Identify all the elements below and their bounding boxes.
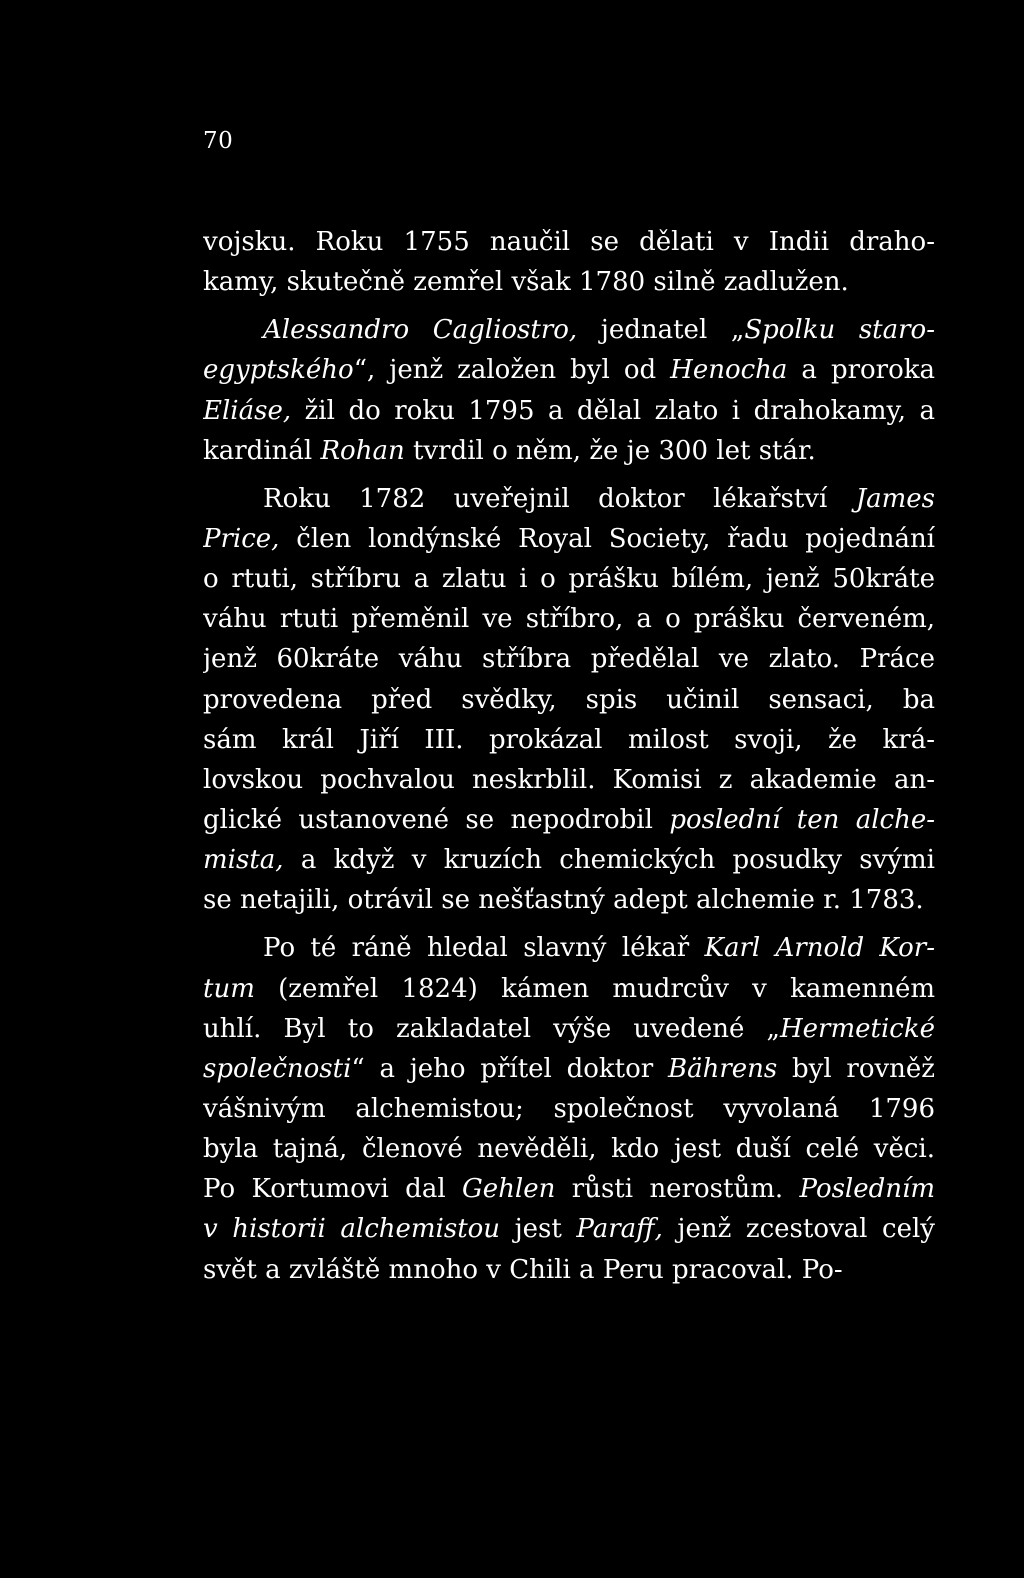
text-line — [203, 519, 935, 559]
italic-text: v historii alchemistou — [203, 1214, 501, 1245]
text-span: jenž 60kráte váhu stříbra předělal ve zlato. Práce — [203, 644, 935, 675]
text-line — [203, 1009, 935, 1049]
text-line — [203, 310, 935, 350]
text-line — [203, 222, 935, 262]
text-span: tvrdil o něm, že je 300 let stár. — [404, 435, 816, 466]
paragraph — [203, 928, 935, 1289]
text-span: vášnivým alchemistou; společnost vyvolaná 1796 — [203, 1093, 935, 1124]
italic-text: James — [855, 483, 935, 514]
italic-text: Posledním — [799, 1174, 935, 1205]
text-line — [203, 680, 935, 720]
paragraph — [203, 310, 935, 471]
italic-text: Eliáse, — [203, 395, 292, 426]
italic-text: Paraff, — [576, 1214, 663, 1245]
text-span: jenž zcestoval celý — [662, 1214, 935, 1245]
text-line — [203, 1209, 935, 1249]
text-line — [203, 431, 935, 471]
text-span: lovskou pochvalou neskrblil. Komisi z akademie an- — [203, 764, 935, 795]
text-line — [203, 1129, 935, 1169]
text-span: glické ustanovené se nepodrobil — [203, 804, 670, 835]
text-span: uhlí. Byl to zakladatel výše uvedené „ — [203, 1013, 780, 1044]
text-line — [203, 262, 935, 302]
text-line — [203, 928, 935, 968]
text-span: (zemřel 1824) kámen mudrcův v kamenném — [254, 973, 935, 1004]
text-span: svět a zvláště mnoho v Chili a Peru pracoval. Po- — [203, 1254, 843, 1285]
italic-text: egyptského — [203, 355, 354, 386]
text-span: kamy, skutečně zemřel však 1780 silně zadlužen. — [203, 267, 849, 298]
text-span: “, jenž založen byl od — [353, 355, 671, 386]
italic-text: Price, — [203, 523, 280, 554]
text-span: se netajili, otrávil se nešťastný adept alchemie r. 1783. — [203, 885, 924, 916]
text-line — [203, 880, 935, 920]
paragraph-gap — [203, 302, 935, 310]
italic-text: Hermetické — [780, 1013, 935, 1044]
text-line — [203, 1169, 935, 1209]
text-span: růsti nerostům. — [555, 1174, 800, 1205]
text-line — [203, 391, 935, 431]
text-line — [203, 1089, 935, 1129]
italic-text: Alessandro Cagliostro, — [263, 315, 578, 346]
text-line — [203, 760, 935, 800]
text-span: byla tajná, členové nevěděli, kdo jest duší celé věci. — [203, 1134, 935, 1165]
text-span: jest — [500, 1214, 577, 1245]
text-line — [203, 350, 935, 390]
italic-text: mista, — [203, 845, 284, 876]
text-span: sám král Jiří III. prokázal milost svoji, že krá- — [203, 724, 935, 755]
text-span: “ a jeho přítel doktor — [351, 1053, 668, 1084]
paragraph-gap — [203, 920, 935, 928]
text-line — [203, 559, 935, 599]
text-line — [203, 1250, 935, 1290]
text-line — [203, 840, 935, 880]
text-span: vojsku. Roku 1755 naučil se dělati v Indii draho- — [203, 227, 935, 257]
text-span: člen londýnské Royal Society, řadu pojednání — [279, 523, 935, 554]
text-line — [203, 599, 935, 639]
italic-text: Karl Arnold Kor- — [704, 933, 935, 964]
text-line — [203, 1049, 935, 1089]
body-text — [203, 222, 935, 1290]
text-span: váhu rtuti přeměnil ve stříbro, a o prášku červeném, — [203, 604, 935, 635]
italic-text: Spolku staro- — [744, 315, 935, 346]
text-span: Po Kortumovi dal — [203, 1174, 463, 1205]
text-span: a když v kruzích chemických posudky svými — [283, 845, 935, 876]
paragraph — [203, 479, 935, 921]
text-span: Po té ráně hledal slavný lékař — [263, 933, 705, 964]
text-span: jednatel „ — [577, 315, 745, 346]
italic-text: Rohan — [320, 435, 405, 466]
text-line — [203, 720, 935, 760]
text-span: a proroka — [787, 355, 935, 386]
text-span: žil do roku 1795 a dělal zlato i drahokamy, a — [291, 395, 935, 426]
text-span: kardinál — [203, 435, 321, 466]
text-line — [203, 969, 935, 1009]
italic-text: Gehlen — [462, 1174, 556, 1205]
paragraph-gap — [203, 471, 935, 479]
italic-text: Henocha — [670, 355, 788, 386]
text-span: o rtuti, stříbru a zlatu i o prášku bílém, jenž 50kráte — [203, 564, 935, 595]
text-span: provedena před svědky, spis učinil sensaci, ba — [203, 684, 935, 715]
italic-text: společnosti — [203, 1053, 352, 1084]
text-line — [203, 639, 935, 679]
text-span: byl rovněž — [777, 1053, 935, 1084]
page-number: 70 — [203, 128, 234, 154]
text-span: Roku 1782 uveřejnil doktor lékařství — [263, 483, 856, 514]
italic-text: Bährens — [667, 1053, 778, 1084]
text-line — [203, 479, 935, 519]
italic-text: tum — [203, 973, 255, 1004]
text-line — [203, 800, 935, 840]
paragraph — [203, 222, 935, 302]
italic-text: poslední ten alche- — [669, 804, 935, 835]
